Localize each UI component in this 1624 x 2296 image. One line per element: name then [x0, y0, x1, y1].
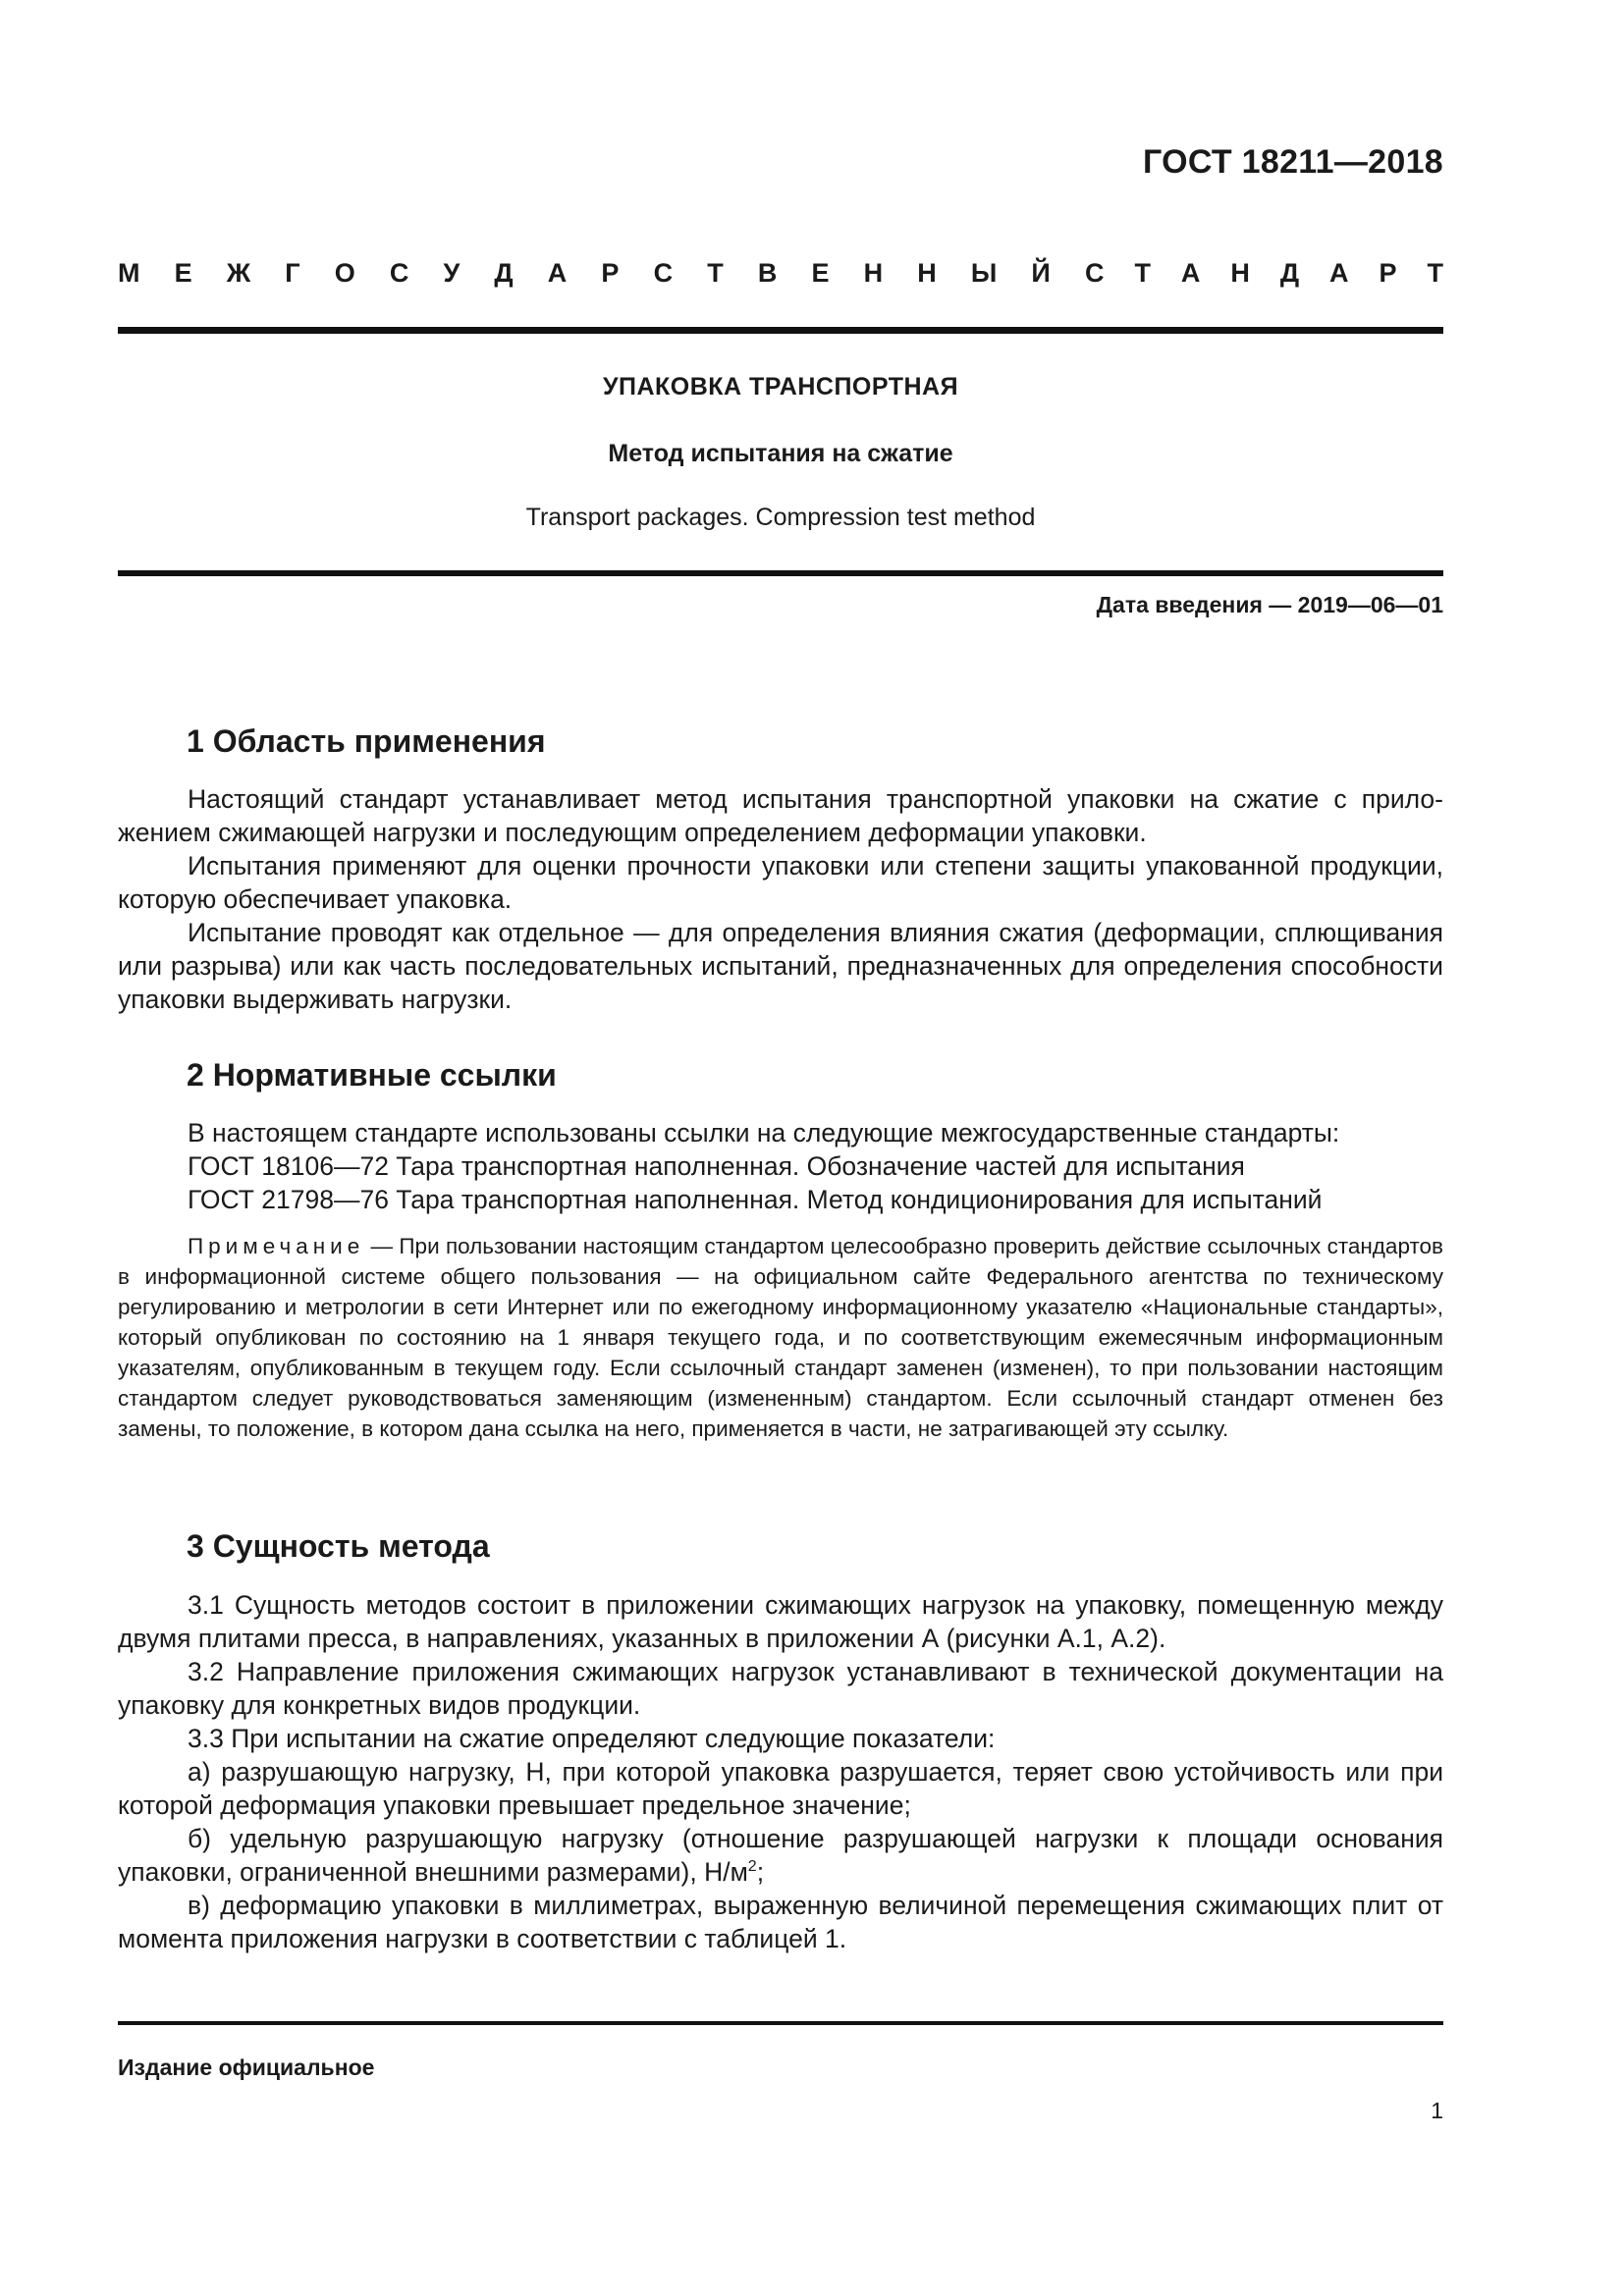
section-3-title: 3 Сущность метода: [187, 1528, 490, 1564]
paragraph: В настоящем стандарте использованы ссылки на следующие межгосударственные стандарты:: [188, 1118, 1340, 1148]
paragraph: 3.2 Направление приложения сжимающих нагрузок устанавливают в технической документации на упаковку для конкретных видов продукции.: [118, 1657, 1443, 1720]
paragraph: Настоящий стандарт устанавливает метод испытания транспортной упаковки на сжатие с приложением сжимающей нагрузки и последующим определением деформации упаковки.: [118, 784, 1443, 847]
note-label: Примечание: [188, 1234, 365, 1258]
paragraph-text: б) удельную разрушающую нагрузку (отношение разрушающей нагрузки к площади основания упаковки, ограниченной внешними размерами), Н/м: [118, 1824, 1443, 1887]
letter: Д: [1279, 258, 1300, 288]
letter: М: [118, 258, 140, 288]
section-3-body: [118, 1588, 1443, 1955]
letter: Д: [494, 258, 514, 288]
letter: Н: [917, 258, 937, 288]
reference-item: ГОСТ 21798—76 Тара транспортная наполненная. Метод кондиционирования для испытаний: [188, 1185, 1323, 1214]
letter: В: [757, 258, 778, 288]
letter: Й: [1031, 258, 1051, 288]
paragraph: 3.3 При испытании на сжатие определяют следующие показатели:: [188, 1724, 996, 1753]
top-rule: [118, 327, 1443, 334]
official-edition-label: Издание официальное: [118, 2055, 375, 2080]
letter: А: [547, 258, 568, 288]
footer-rule: [118, 2021, 1443, 2025]
letter: Н: [863, 258, 884, 288]
letter: Р: [1379, 258, 1397, 288]
note-paragraph: [118, 1231, 1443, 1444]
letter: С: [653, 258, 674, 288]
letter: Е: [811, 258, 830, 288]
letter: Н: [1230, 258, 1250, 288]
letter: Р: [601, 258, 620, 288]
section-1-body: [118, 782, 1443, 1016]
standard-word: [1085, 258, 1443, 289]
paragraph: а) разрушающую нагрузку, Н, при которой упаковка разрушается, теряет свою устойчивость или при которой деформация упаковки превышает предельное значение;: [118, 1757, 1443, 1820]
letter: Т: [1427, 258, 1443, 288]
introduction-date: Дата введения — 2019—06—01: [1096, 592, 1443, 617]
interstate-word: [118, 258, 1051, 289]
letter: О: [334, 258, 355, 288]
section-2-note: [118, 1231, 1443, 1444]
paragraph: в) деформацию упаковки в миллиметрах, выраженную величиной перемещения сжимающих плит от момента приложения нагрузки в соответствии с таблицей 1.: [118, 1891, 1443, 1953]
letter: Ы: [970, 258, 998, 288]
letter: Г: [285, 258, 300, 288]
letter: Ж: [226, 258, 251, 288]
letter: Т: [707, 258, 724, 288]
paragraph-end: ;: [756, 1857, 765, 1887]
document-title: УПАКОВКА ТРАНСПОРТНАЯ: [602, 373, 959, 400]
note-text: — При пользовании настоящим стандартом целесообразно проверить действие ссылочных стандартов в информационной системе общего пользования — на официальном сайте Федерального агентства по техническому регулированию и метрологии в сети Интернет или по ежегодному информационному указателю «Национальные стандарты», который опубликован по состоянию на 1 января текущего года, и по соответствующим ежемесячным информационным указателям, опубликованным в текущем году. Если ссылочный стандарт заменен (изменен), то при пользовании настоящим стандартом следует руководствоваться заменяющим (измененным) стандартом. Если ссылочный стандарт отменен без замены, то положение, в котором дана ссылка на него, применяется в части, не затрагивающей эту ссылку.: [118, 1234, 1443, 1441]
english-title: Transport packages. Compression test method: [525, 504, 1036, 531]
document-number: ГОСТ 18211—2018: [1142, 143, 1443, 181]
letter: У: [443, 258, 460, 288]
letter: С: [389, 258, 409, 288]
interstate-standard-heading: [118, 258, 1443, 289]
superscript: 2: [747, 1858, 757, 1876]
document-subtitle: Метод испытания на сжатие: [608, 440, 953, 467]
paragraph: Испытание проводят как отдельное — для определения влияния сжатия (деформации, сплющивания или разрыва) или как часть последовательных испытаний, предназначенных для определения способности упаковки выдерживать нагрузки.: [118, 918, 1443, 1014]
section-1-title: 1 Область применения: [187, 723, 546, 759]
letter: С: [1085, 258, 1105, 288]
section-2-title: 2 Нормативные ссылки: [187, 1057, 557, 1093]
letter: А: [1180, 258, 1201, 288]
letter: Т: [1134, 258, 1151, 288]
paragraph: Испытания применяют для оценки прочности упаковки или степени защиты упакованной продукции, которую обеспечивает упаковка.: [118, 851, 1443, 914]
paragraph: 3.1 Сущность методов состоит в приложении сжимающих нагрузок на упаковку, помещенную между двумя плитами пресса, в направлениях, указанных в приложении А (рисунки А.1, А.2).: [118, 1590, 1443, 1653]
paragraph: [118, 1822, 1443, 1889]
title-rule: [118, 570, 1443, 576]
letter: А: [1329, 258, 1349, 288]
letter: Е: [174, 258, 192, 288]
section-2-body: [118, 1116, 1443, 1216]
page-number: 1: [1431, 2098, 1443, 2123]
reference-item: ГОСТ 18106—72 Тара транспортная наполненная. Обозначение частей для испытания: [188, 1151, 1245, 1181]
